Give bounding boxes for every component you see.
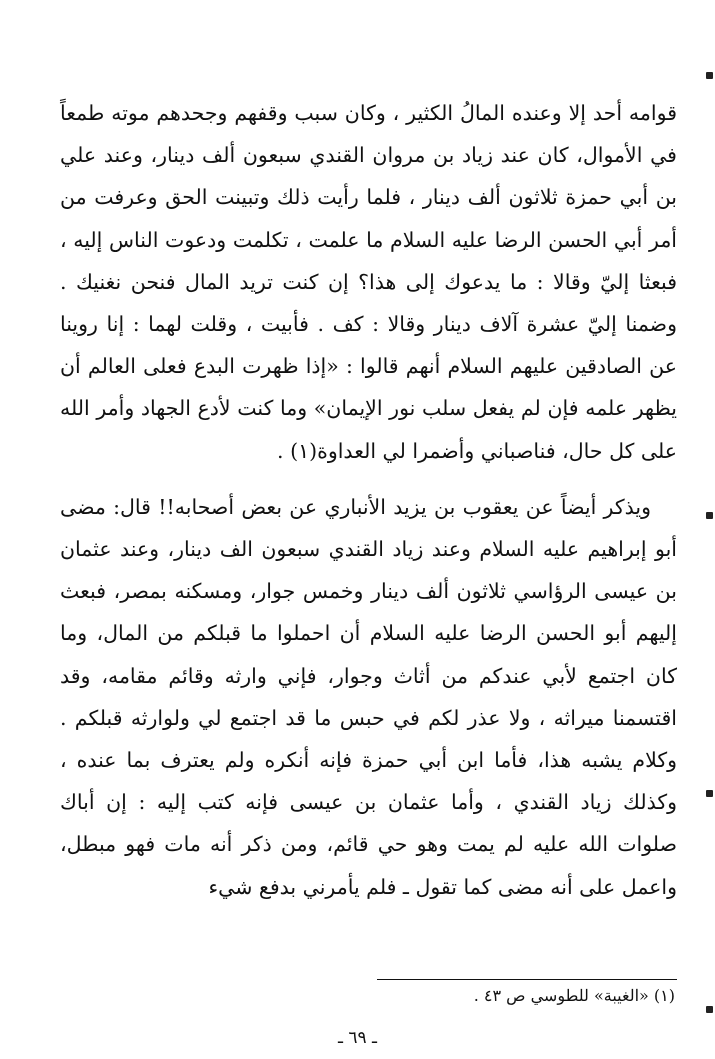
- scan-edge-mark: [706, 512, 713, 519]
- main-text: [60, 92, 677, 908]
- scan-edge-mark: [706, 790, 713, 797]
- scan-edge-mark: [706, 1006, 713, 1013]
- paragraph-2: ويذكر أيضاً عن يعقوب بن يزيد الأنباري عن بعض أصحابه!! قال: مضى أبو إبراهيم عليه السلام وعند زياد القندي سبعون الف دينار، وعند عثمان بن عيسى الرؤاسي ثلاثون ألف دينار وخمس جوار، ومسكنه بمصر، فبعث إليهم أبو الحسن الرضا عليه السلام أن احملوا ما قبلكم من المال، وما كان اجتمع لأبي عندكم من أثاث وجوار، فإني وارثه وقائم مقامه، وقد اقتسمنا ميراثه ، ولا عذر لكم في حبس ما قد اجتمع لي ولوارثه قبلكم . وكلام يشبه هذا، فأما ابن أبي حمزة فإنه أنكره ولم يعترف بما عنده ، وكذلك زياد القندي ، وأما عثمان بن عيسى فإنه كتب إليه : إن أباك صلوات الله عليه لم يمت وهو حي قائم، ومن ذكر أنه مات فهو مبطل، واعمل على أنه مضى كما تقول ـ فلم يأمرني بدفع شيء: [60, 494, 677, 899]
- paragraph-1: قوامه أحد إلا وعنده المالُ الكثير ، وكان سبب وقفهم وجحدهم موته طمعاً في الأموال، كان عند زياد بن مروان القندي سبعون ألف دينار، وعند علي بن أبي حمزة ثلاثون ألف دينار ، فلما رأيت ذلك وتبينت الحق وعرفت من أمر أبي الحسن الرضا عليه السلام ما علمت ، تكلمت ودعوت الناس إليه ، فبعثا إليّ وقالا : ما يدعوك إلى هذا؟ إن كنت تريد المال فنحن نغنيك . وضمنا إليّ عشرة آلاف دينار وقالا : كف . فأبيت ، وقلت لهما : إنا روينا عن الصادقين عليهم السلام أنهم قالوا : «إذا ظهرت البدع فعلى العالم أن يظهر علمه فإن لم يفعل سلب نور الإيمان» وما كنت لأدع الجهاد وأمر الله على كل حال، فناصباني وأضمرا لي العداوة(١) .: [60, 101, 677, 463]
- page-number: ـ ٦٩ ـ: [337, 1028, 378, 1048]
- scan-edge-mark: [706, 72, 713, 79]
- footnote: (١) «الغيبة» للطوسي ص ٤٣ .: [473, 986, 675, 1005]
- footnote-separator: [377, 979, 677, 980]
